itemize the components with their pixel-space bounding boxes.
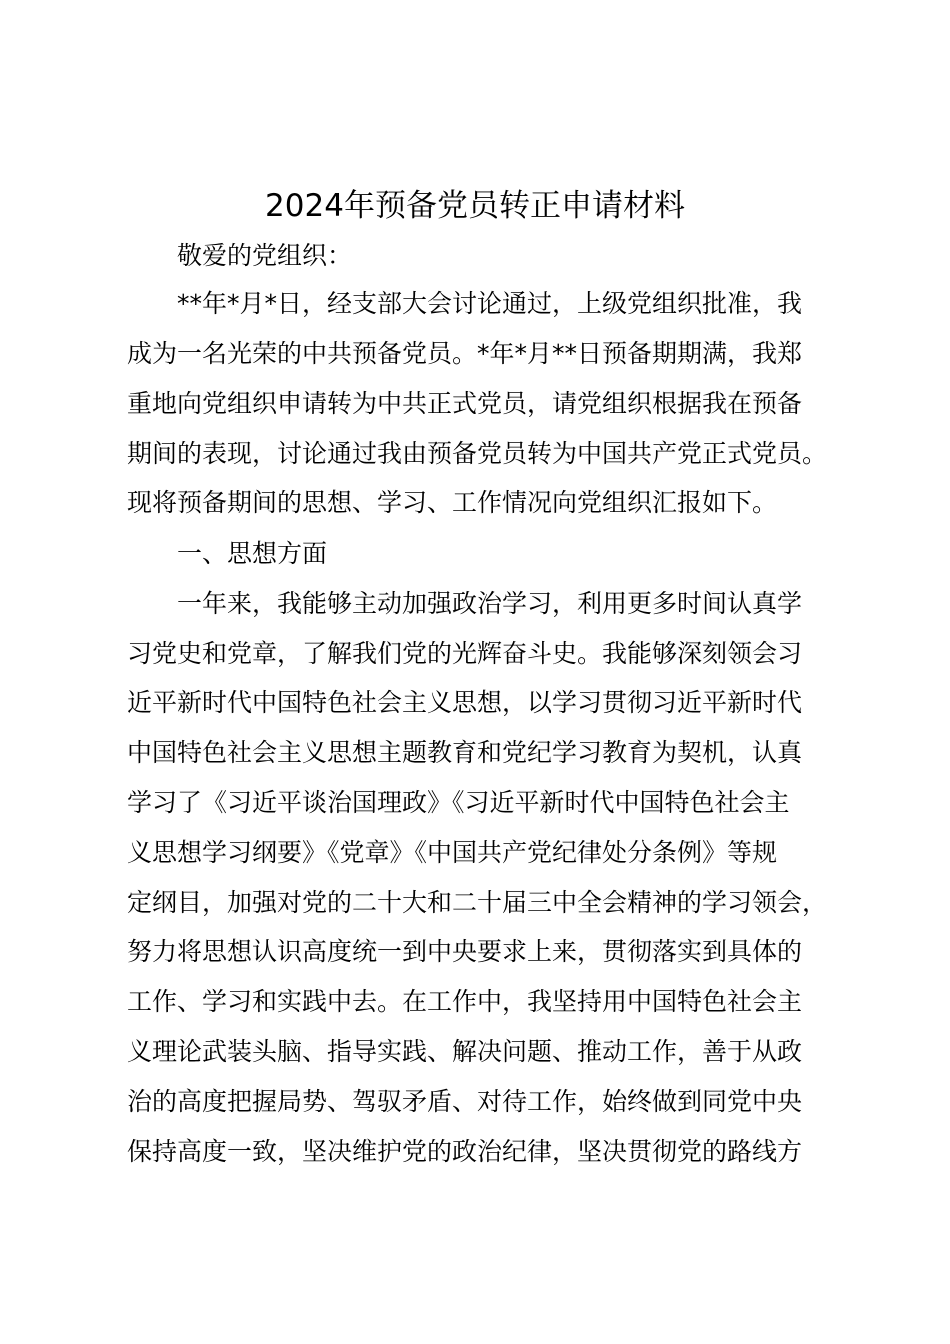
paragraph-line: 中国特色社会主义思想主题教育和党纪学习教育为契机，认真	[127, 738, 803, 767]
paragraph-line: 一年来，我能够主动加强政治学习，利用更多时间认真学	[177, 589, 803, 618]
paragraph-line: 义思想学习纲要》《党章》《中国共产党纪律处分条例》等规	[127, 838, 778, 867]
paragraph-line: 习党史和党章，了解我们党的光辉奋斗史。我能够深刻领会习	[127, 639, 803, 668]
paragraph-line: 近平新时代中国特色社会主义思想，以学习贯彻习近平新时代	[127, 688, 803, 717]
paragraph-line: 治的高度把握局势、驾驭矛盾、对待工作，始终做到同党中央	[127, 1087, 803, 1116]
paragraph-line: 期间的表现，讨论通过我由预备党员转为中国共产党正式党员。	[127, 439, 828, 468]
section-heading: 一、思想方面	[177, 539, 328, 568]
paragraph-line: 义理论武装头脑、指导实践、解决问题、推动工作，善于从政	[127, 1037, 803, 1066]
paragraph-line: 现将预备期间的思想、学习、工作情况向党组织汇报如下。	[127, 488, 778, 517]
salutation: 敬爱的党组织：	[177, 241, 353, 270]
paragraph-line: 学习了《习近平谈治国理政》《习近平新时代中国特色社会主	[127, 788, 790, 817]
paragraph-line: 定纲目，加强对党的二十大和二十届三中全会精神的学习领会，	[127, 888, 828, 917]
paragraph-line: 努力将思想认识高度统一到中央要求上来，贯彻落实到具体的	[127, 937, 803, 966]
paragraph-line: 工作、学习和实践中去。在工作中，我坚持用中国特色社会主	[127, 987, 803, 1016]
document-title: 2024年预备党员转正申请材料	[265, 188, 685, 224]
paragraph-line: 重地向党组织申请转为中共正式党员，请党组织根据我在预备	[127, 389, 803, 418]
paragraph-line: 保持高度一致，坚决维护党的政治纪律，坚决贯彻党的路线方	[127, 1137, 803, 1166]
paragraph-line: **年*月*日，经支部大会讨论通过，上级党组织批准，我	[177, 289, 803, 318]
paragraph-line: 成为一名光荣的中共预备党员。*年*月**日预备期期满，我郑	[127, 339, 803, 368]
